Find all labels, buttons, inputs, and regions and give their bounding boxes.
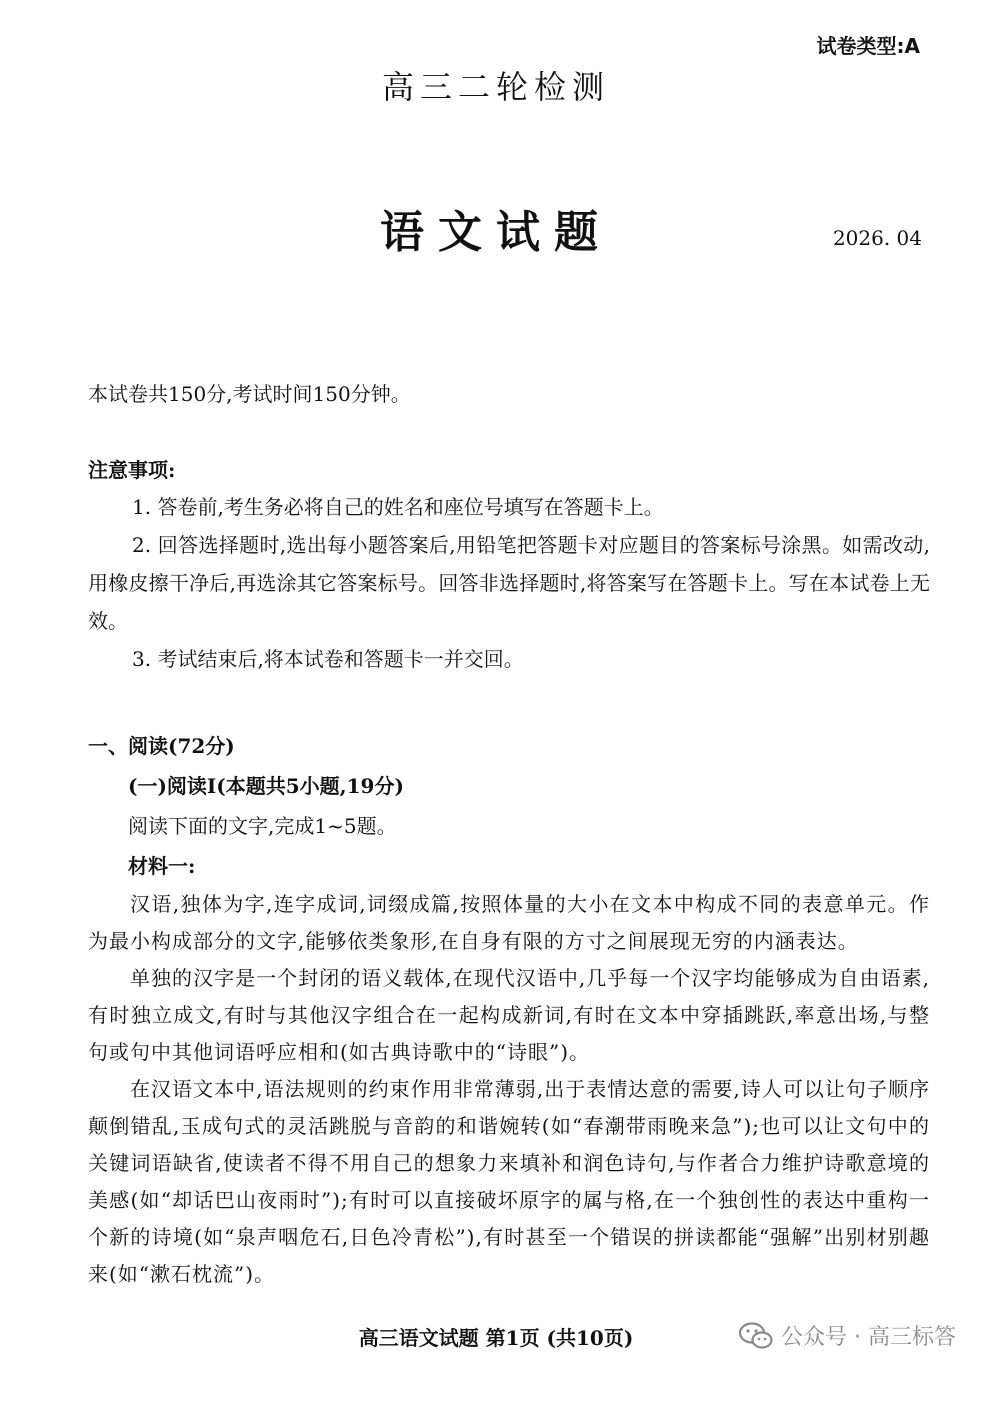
notice-item: 2. 回答选择题时,选出每小题答案后,用铅笔把答题卡对应题目的答案标号涂黑。如需改动,用橡皮擦干净后,再选涂其它答案标号。回答非选择题时,将答案写在答题卡上。写在本试卷上无效。 [88,533,930,633]
wechat-icon [739,1322,773,1350]
watermark [739,1320,956,1351]
material-label: 材料一: [128,854,196,878]
passage-paragraph: 汉语,独体为字,连字成词,词缀成篇,按照体量的大小在文本中构成不同的表意单元。作为最小构成部分的文字,能够依类象形,在自身有限的方寸之间展现无穷的内涵表达。 [88,892,930,953]
exam-date: 2026. 04 [832,226,922,250]
notice-list [88,488,930,678]
page-footer: 高三语文试题 第1页 (共10页) [358,1326,634,1350]
reading-passage [88,886,930,1293]
notice-heading: 注意事项: [88,458,176,482]
passage-paragraph: 单独的汉字是一个封闭的语义载体,在现代汉语中,几乎每一个汉字均能够成为自由语素,有时独立成文,有时与其他汉字组合在一起构成新词,有时在文本中穿插跳跃,率意出场,与整句或句中其他词语呼应相和(如古典诗歌中的“诗眼”)。 [88,966,930,1064]
notice-item: 1. 答卷前,考生务必将自己的姓名和座位号填写在答题卡上。 [132,495,664,519]
section-heading: 一、阅读(72分) [88,734,235,758]
exam-info-line: 本试卷共150分,考试时间150分钟。 [88,382,411,406]
reading-instruction: 阅读下面的文字,完成1~5题。 [128,814,397,838]
paper-type: 试卷类型:A [816,34,920,58]
watermark-text: 公众号 · 高三标答 [781,1325,956,1350]
subsection-heading: (一)阅读Ⅰ(本题共5小题,19分) [128,774,404,798]
notice-item: 3. 考试结束后,将本试卷和答题卡一并交回。 [132,647,524,671]
passage-paragraph: 在汉语文本中,语法规则的约束作用非常薄弱,出于表情达意的需要,诗人可以让句子顺序颠倒错乱,玉成句式的灵活跳脱与音韵的和谐婉转(如“春潮带雨晚来急”);也可以让文句中的关键词语缺省,使读者不得不用自己的想象力来填补和润色诗句,与作者合力维护诗歌意境的美感(如“却话巴山夜雨时”);有时可以直接破坏原字的属与格,在一个独创性的表达中重构一个新的诗境(如“泉声咽危石,日色冷青松”),有时甚至一个错误的拼读都能“强解”出别材别趣来(如“漱石枕流”)。 [88,1077,930,1286]
subject-title: 语文试题 [380,207,612,258]
exam-title: 高三二轮检测 [381,68,610,106]
